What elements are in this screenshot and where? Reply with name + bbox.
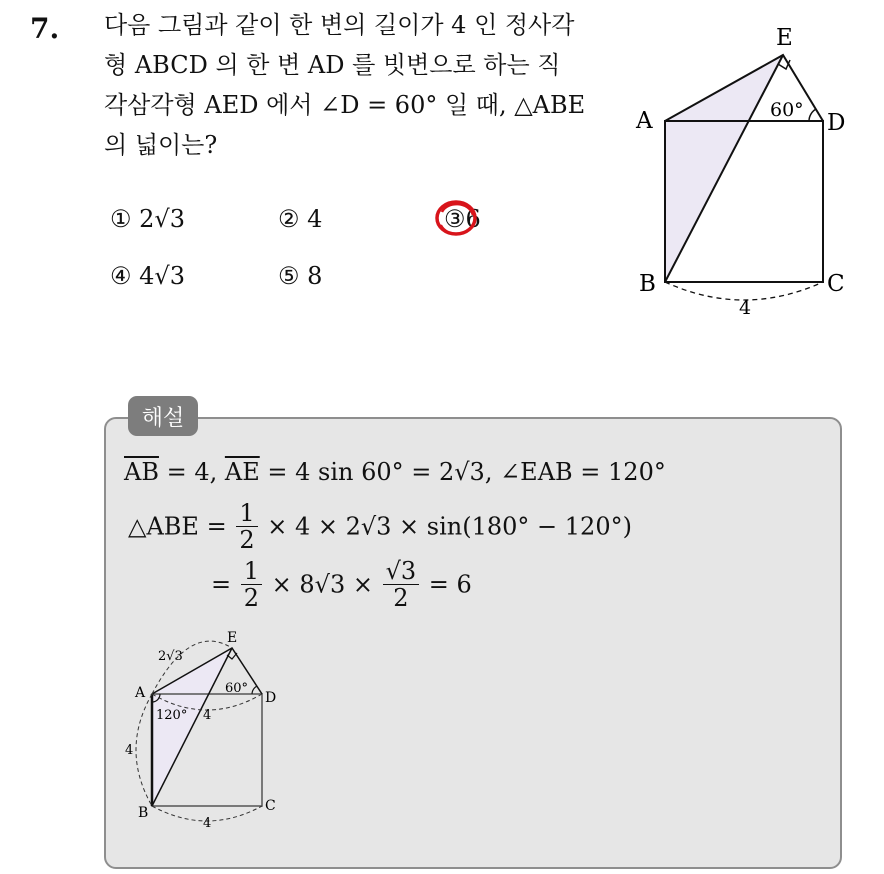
overline-ab: $\overline{AB}$ [124, 458, 159, 486]
length-label-ae: 2√3 [158, 649, 183, 664]
choice-4-text: 4√3 [139, 262, 185, 290]
question-number: 7. [30, 12, 60, 45]
choice-2-text: 4 [307, 205, 323, 233]
length-label-ab: 4 [125, 743, 134, 758]
label-e: E [227, 630, 238, 646]
eq-ae: = 4 sin 60° = 2√3, ∠EAB = 120° [259, 458, 666, 486]
solution-tab: 해설 [128, 396, 198, 436]
label-a: A [135, 685, 146, 701]
angle-label-60: 60° [225, 681, 249, 696]
fraction-half-2 [241, 558, 262, 611]
angle-arc-d [809, 109, 816, 121]
label-b: B [639, 271, 656, 297]
choice-3-text: 6 [465, 205, 481, 233]
choice-5-text: 8 [307, 262, 323, 290]
solution-line-2 [128, 500, 632, 553]
label-d: D [265, 690, 277, 706]
frac-num: √3 [383, 558, 420, 585]
choice-4[interactable] [110, 262, 185, 290]
length-label-ad: 4 [203, 708, 212, 723]
choice-1-text: 2√3 [139, 205, 185, 233]
question-line-2: 형 ABCD 의 한 변 AD 를 빗변으로 하는 직 [104, 51, 561, 79]
angle-arc-d [252, 686, 257, 694]
question-line-4: 의 넓이는? [104, 131, 218, 159]
choice-2-mark: ② [278, 205, 300, 233]
label-c: C [265, 798, 276, 814]
solution-figure [120, 626, 290, 836]
angle-label-120: 120° [156, 708, 188, 723]
frac-num: 1 [241, 558, 262, 585]
line3-lhs: = [211, 570, 239, 599]
frac-num: 1 [236, 500, 257, 527]
choice-2[interactable] [278, 205, 322, 233]
dashed-brace-ab [136, 694, 152, 806]
frac-den: 2 [393, 584, 409, 612]
frac-den: 2 [243, 584, 260, 612]
choice-5-mark: ⑤ [278, 262, 300, 290]
line2-lhs: △ABE = [128, 512, 235, 541]
length-label-bc: 4 [203, 816, 212, 831]
choice-5[interactable] [278, 262, 322, 290]
line3-mid: × 8√3 × [264, 570, 381, 599]
label-a: A [636, 108, 653, 134]
label-d: D [827, 110, 846, 136]
choice-1-mark: ① [110, 205, 132, 233]
fraction-sqrt3-over-2 [383, 558, 420, 611]
label-c: C [827, 271, 845, 297]
square-triangle-figure [628, 18, 860, 318]
choice-4-mark: ④ [110, 262, 132, 290]
line3-rest: = 6 [421, 570, 472, 599]
answer-circle-mark [433, 199, 477, 239]
solution-line-3 [211, 558, 472, 611]
question-line-1: 다음 그림과 같이 한 변의 길이가 4 인 정사각 [104, 11, 575, 39]
angle-label-60: 60° [770, 99, 804, 121]
fraction-half-1 [236, 500, 257, 553]
line2-rest: × 4 × 2√3 × sin(180° − 120°) [259, 512, 632, 541]
overline-ae: $\overline{AE}$ [224, 458, 260, 486]
choice-1[interactable] [110, 205, 185, 233]
side-label-4: 4 [739, 297, 752, 318]
choice-3-mark: ③ [444, 205, 466, 233]
eq-ab: = 4, [158, 458, 225, 486]
solution-line-1 [124, 458, 666, 486]
frac-den: 2 [239, 526, 255, 554]
question-line-3: 각삼각형 AED 에서 ∠D = 60° 일 때, △ABE [104, 91, 586, 119]
label-b: B [138, 805, 149, 821]
label-e: E [776, 25, 793, 51]
